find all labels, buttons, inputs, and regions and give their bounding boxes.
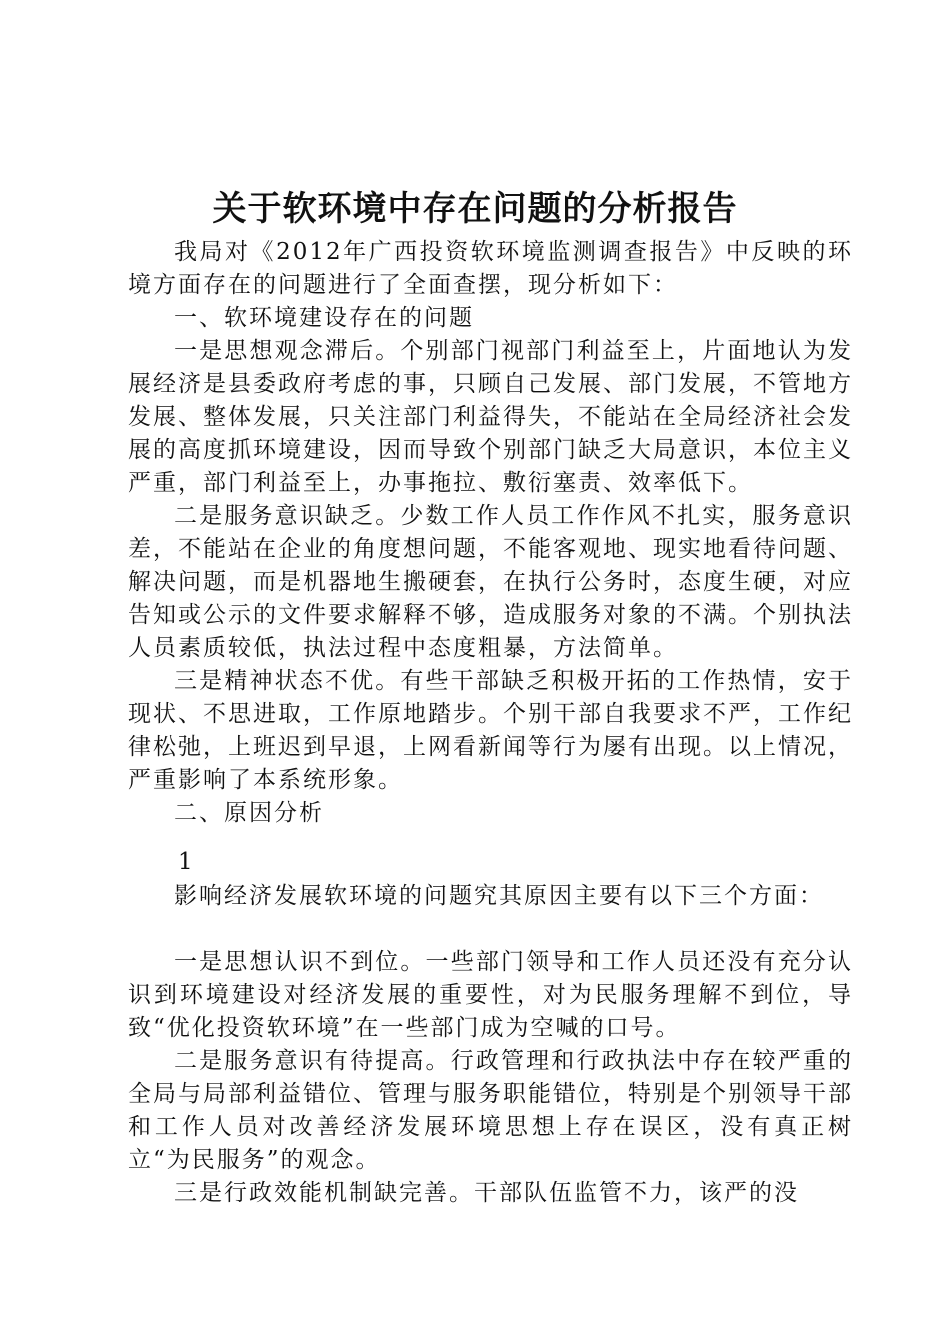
cause2-paragraph: 二是服务意识有待提高。行政管理和行政执法中存在较严重的全局与局部利益错位、管理与服务职能错位，特别是个别领导干部和工作人员对改善经济发展环境思想上存在误区，没有真正树立“为民服务”的观念。 [128, 1048, 853, 1173]
document-title: 关于软环境中存在问题的分析报告 [212, 189, 738, 229]
cause1-paragraph: 一是思想认识不到位。一些部门领导和工作人员还没有充分认识到环境建设对经济发展的重要性，对为民服务理解不到位，导致“优化投资软环境”在一些部门成为空喊的口号。 [128, 949, 853, 1041]
section2-heading: 二、原因分析 [174, 800, 324, 826]
section1-heading: 一、软环境建设存在的问题 [174, 305, 474, 331]
page-number: 1 [178, 849, 193, 875]
problem2-paragraph: 二是服务意识缺乏。少数工作人员工作作风不扎实，服务意识差，不能站在企业的角度想问题，不能客观地、现实地看待问题、解决问题，而是机器地生搬硬套，在执行公务时，态度生硬，对应告知或公示的文件要求解释不够，造成服务对象的不满。个别执法人员素质较低，执法过程中态度粗暴，方法简单。 [128, 503, 853, 661]
document-body-bottom [128, 880, 853, 1210]
intro-paragraph: 我局对《2012年广西投资软环境监测调查报告》中反映的环境方面存在的问题进行了全面查摆，现分析如下： [128, 239, 853, 298]
cause-intro-paragraph: 影响经济发展软环境的问题究其原因主要有以下三个方面： [174, 883, 824, 909]
cause3-paragraph: 三是行政效能机制缺完善。干部队伍监管不力，该严的没 [174, 1180, 799, 1206]
problem1-paragraph: 一是思想观念滞后。个别部门视部门利益至上，片面地认为发展经济是县委政府考虑的事，只顾自己发展、部门发展，不管地方发展、整体发展，只关注部门利益得失，不能站在全局经济社会发展的高度抓环境建设，因而导致个别部门缺乏大局意识，本位主义严重，部门利益至上，办事拖拉、敷衍塞责、效率低下。 [128, 338, 853, 496]
document-body-top [128, 236, 853, 830]
problem3-paragraph: 三是精神状态不优。有些干部缺乏积极开拓的工作热情，安于现状、不思进取，工作原地踏步。个别干部自我要求不严，工作纪律松弛，上班迟到早退，上网看新闻等行为屡有出现。以上情况，严重影响了本系统形象。 [128, 668, 853, 793]
paragraph-spacer [128, 913, 853, 946]
